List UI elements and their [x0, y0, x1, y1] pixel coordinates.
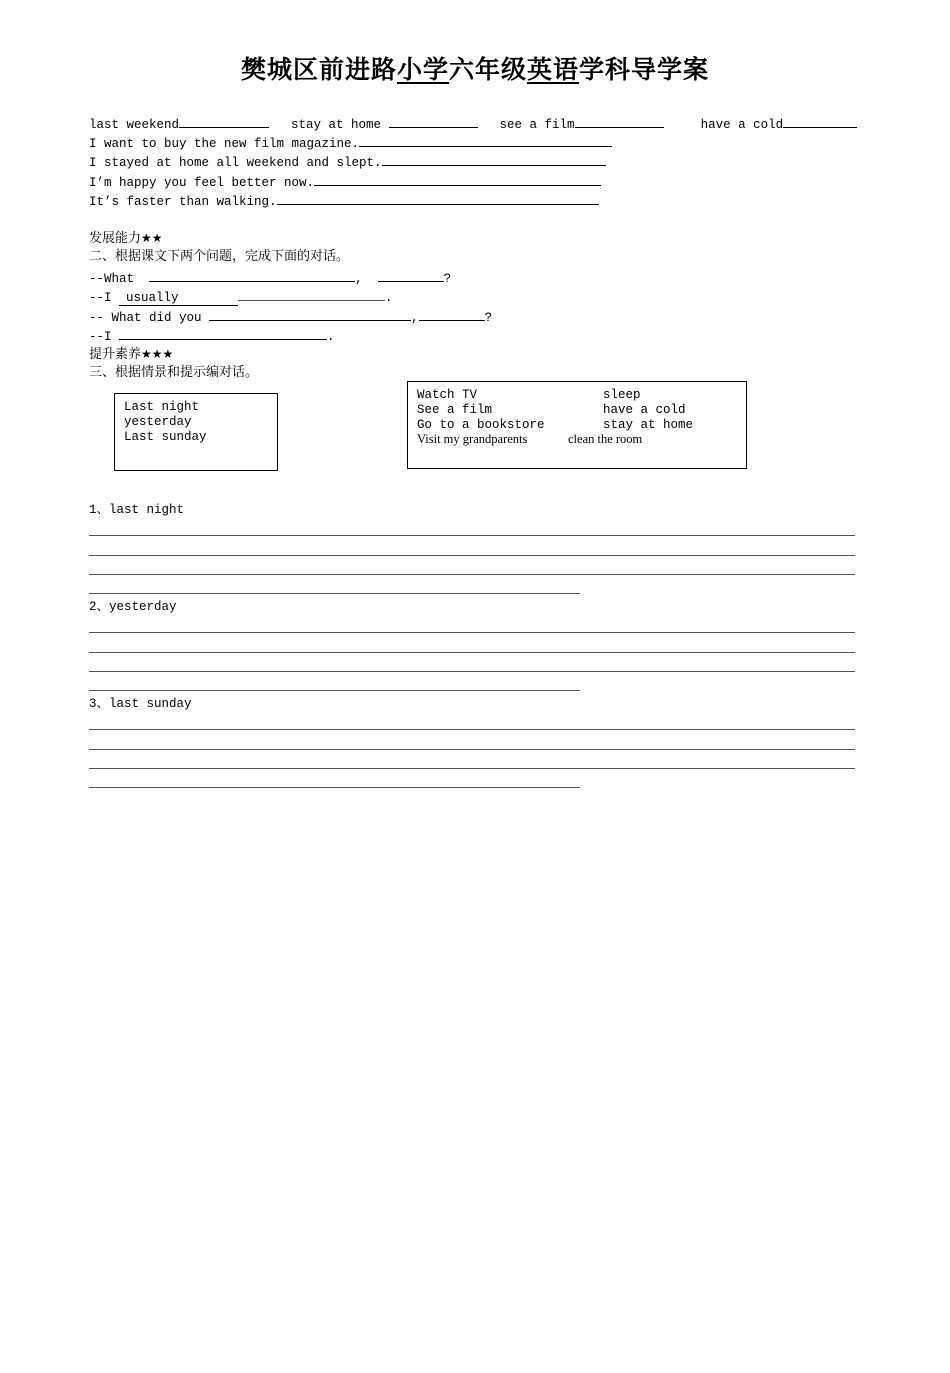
sentence-row	[89, 192, 599, 210]
section3-heading: 三、根据情景和提示编对话。	[89, 365, 259, 380]
sentence-row	[89, 153, 606, 171]
time-item: Last sunday	[124, 430, 207, 444]
vocab-blank-2[interactable]	[389, 115, 478, 128]
writing-line[interactable]	[89, 574, 855, 575]
activity-item: Visit my grandparents	[417, 432, 528, 446]
page-title	[0, 50, 950, 86]
section-improve-heading	[89, 346, 173, 363]
title-type: 学科导学案	[579, 55, 710, 84]
vocab-blank-3[interactable]	[575, 115, 664, 128]
vocab-have-a-cold: have a cold	[700, 118, 784, 132]
dialog-answer-1	[89, 288, 393, 306]
dialog-answer-2	[89, 327, 335, 345]
activity-item: Go to a bookstore	[417, 418, 545, 432]
sentence-row	[89, 134, 612, 152]
answer-prefix: --I	[89, 330, 112, 344]
activity-item: stay at home	[603, 418, 694, 432]
activity-item: Watch TV	[417, 388, 478, 402]
time-item: Last night	[124, 400, 200, 414]
dialog-question-1	[89, 269, 451, 287]
section-label: 发展能力	[89, 231, 142, 246]
sentence-blank[interactable]	[359, 134, 612, 147]
answer-usually: usually	[126, 291, 179, 305]
writing-line[interactable]	[89, 768, 855, 769]
writing-line[interactable]	[89, 690, 580, 691]
writing-line[interactable]	[89, 787, 580, 788]
activity-item: sleep	[603, 388, 641, 402]
period: .	[327, 330, 335, 344]
time-item: yesterday	[124, 415, 192, 429]
answer-filled[interactable]	[119, 291, 238, 306]
sentence-text: It’s faster than walking.	[89, 195, 277, 209]
answer-prefix: --I	[89, 291, 112, 305]
time-hint-box	[114, 393, 278, 471]
title-school: 樊城区前进路	[240, 55, 397, 84]
writing-line[interactable]	[89, 749, 855, 750]
sentence-text: I’m happy you feel better now.	[89, 176, 315, 190]
section-develop-heading	[89, 230, 163, 247]
sentence-blank[interactable]	[382, 153, 606, 166]
writing-line[interactable]	[89, 671, 855, 672]
writing-prompt-3: 3、last sunday	[89, 697, 192, 711]
section2-heading: 二、根据课文下两个问题，完成下面的对话。	[89, 249, 350, 264]
writing-prompt-1: 1、last night	[89, 503, 185, 517]
writing-line[interactable]	[89, 555, 855, 556]
answer-blank[interactable]	[419, 308, 485, 321]
vocab-blank-1[interactable]	[179, 115, 269, 128]
sentence-text: I stayed at home all weekend and slept.	[89, 156, 382, 170]
vocab-see-a-film: see a film	[499, 118, 575, 132]
sentence-blank[interactable]	[314, 173, 601, 186]
answer-blank[interactable]	[378, 269, 444, 282]
dialog-question-2	[89, 308, 492, 326]
writing-line[interactable]	[89, 729, 855, 730]
title-subject: 英语	[527, 55, 580, 84]
writing-prompt-2: 2、yesterday	[89, 600, 177, 614]
writing-line[interactable]	[89, 652, 855, 653]
answer-blank[interactable]	[149, 269, 355, 282]
sentence-text: I want to buy the new film magazine.	[89, 137, 360, 151]
writing-line[interactable]	[89, 535, 855, 536]
activity-item: have a cold	[603, 403, 686, 417]
writing-line[interactable]	[89, 632, 855, 633]
vocab-last-weekend: last weekend	[89, 118, 180, 132]
section-label: 提升素养	[89, 347, 142, 362]
activity-hint-box	[407, 381, 747, 469]
vocab-stay-at-home: stay at home	[291, 118, 382, 132]
period: .	[385, 291, 393, 305]
question-prefix: -- What did you	[89, 311, 202, 325]
comma: ,	[411, 311, 419, 325]
activity-item: clean the room	[568, 432, 643, 446]
answer-blank[interactable]	[119, 327, 327, 340]
star-icon: ★★	[141, 231, 163, 245]
title-grade: 六年级	[448, 55, 527, 84]
writing-line[interactable]	[89, 593, 580, 594]
activity-item: See a film	[417, 403, 493, 417]
answer-blank[interactable]	[238, 288, 385, 301]
sentence-row	[89, 173, 601, 191]
answer-blank[interactable]	[209, 308, 411, 321]
star-icon: ★★★	[141, 347, 174, 361]
comma: ,	[355, 272, 363, 286]
sentence-blank[interactable]	[277, 192, 599, 205]
question-mark: ?	[484, 311, 493, 325]
vocab-row	[89, 115, 857, 133]
question-mark: ?	[443, 272, 452, 286]
vocab-blank-4[interactable]	[783, 115, 857, 128]
title-level: 小学	[396, 55, 449, 84]
question-prefix: --What	[89, 272, 135, 286]
